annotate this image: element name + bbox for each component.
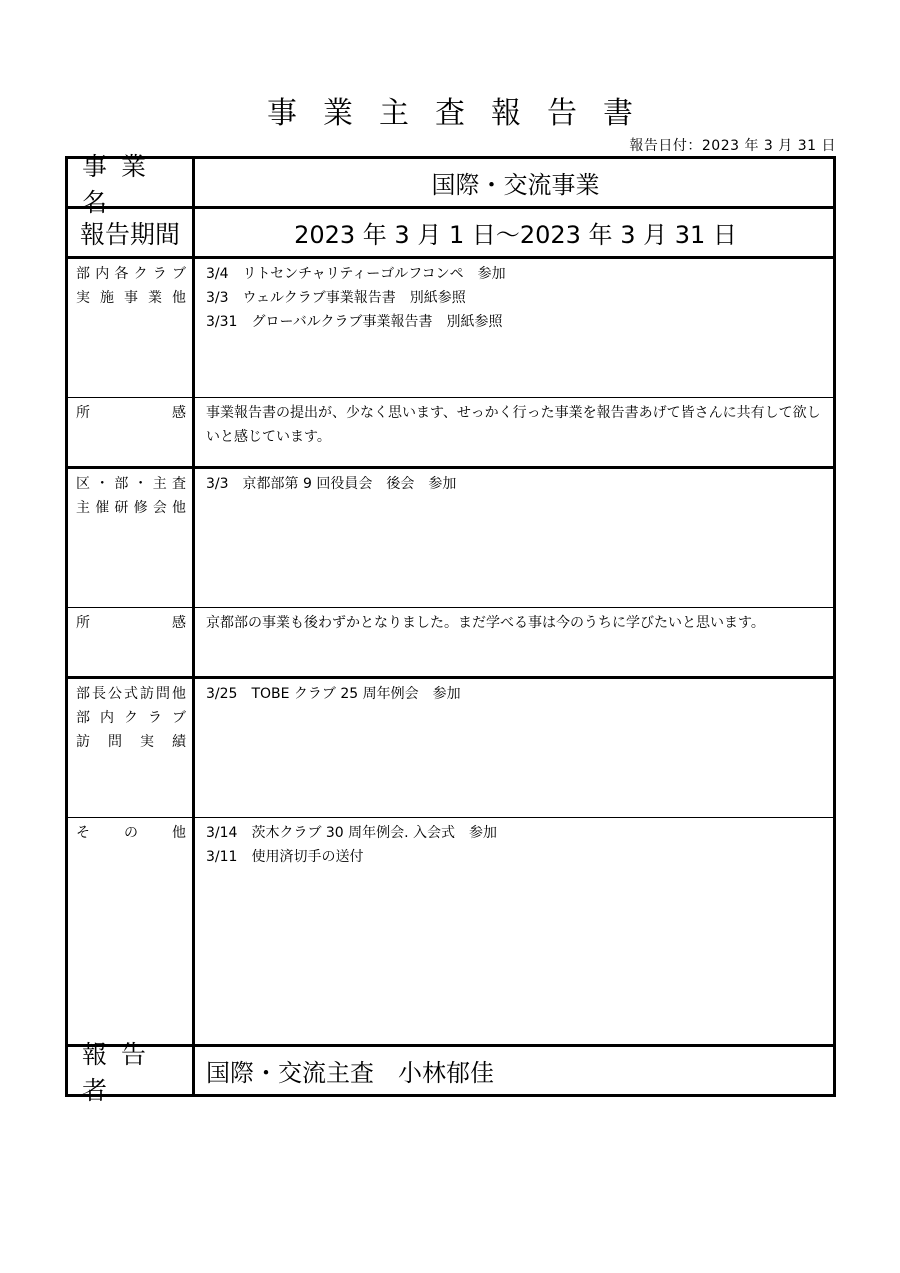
- label-char: ク: [124, 710, 138, 726]
- label-line: [76, 706, 186, 730]
- label-char: 業: [148, 290, 162, 306]
- business-name-value: 国際・交流事業: [431, 171, 600, 199]
- label-char: 所: [76, 615, 90, 631]
- official-visits-label: [68, 679, 195, 817]
- district-training-label: [68, 469, 195, 607]
- impression1-row: [68, 398, 833, 469]
- label-char: 実: [140, 734, 154, 750]
- label-char: 他: [171, 500, 186, 516]
- label-char: 績: [172, 734, 186, 750]
- label-char: 実: [76, 290, 90, 306]
- other-label: [68, 818, 195, 1044]
- label-char: 部: [76, 266, 90, 282]
- club-events-label: [68, 259, 195, 397]
- label-line: [76, 682, 186, 706]
- impression1-content: [198, 398, 833, 466]
- business-name-label: 事業名: [68, 159, 195, 206]
- label-line: [76, 730, 186, 754]
- label-char: の: [124, 825, 138, 841]
- list-item: 3/25 TOBE クラブ 25 周年例会 参加: [206, 686, 461, 702]
- club-events-row: [68, 259, 833, 398]
- report-period-row: [68, 209, 833, 259]
- reporter-label: 報告者: [68, 1047, 195, 1094]
- label-char: 問: [156, 686, 170, 702]
- label-char: 長: [92, 686, 106, 702]
- report-period-value: 2023 年 3 月 1 日～2023 年 3 月 31 日: [294, 221, 737, 249]
- reporter-row: [68, 1039, 833, 1105]
- label-char: 査: [171, 476, 186, 492]
- impression2-content: [198, 608, 833, 676]
- label-char: 公: [108, 686, 122, 702]
- club-events-content: [198, 259, 833, 397]
- label-char: 内: [95, 266, 110, 282]
- impression2-label: [68, 608, 195, 676]
- label-line: [76, 262, 186, 286]
- label-char: 研: [114, 500, 129, 516]
- label-line: [76, 401, 186, 425]
- label-char: ラ: [148, 710, 162, 726]
- label-line: [76, 472, 186, 496]
- label-char: 訪: [76, 734, 90, 750]
- label-char: 各: [114, 266, 129, 282]
- label-line: [76, 821, 186, 845]
- label-line: [76, 286, 186, 310]
- label-char: ブ: [171, 266, 186, 282]
- label-char: 修: [133, 500, 148, 516]
- label-char: 部: [76, 686, 90, 702]
- report-period-label: 報告期間: [68, 209, 195, 256]
- impression2-row: [68, 608, 833, 679]
- label-line: [76, 496, 186, 520]
- label-char: 施: [100, 290, 114, 306]
- list-item: 3/11 使用済切手の送付: [206, 849, 364, 865]
- business-name-row: [68, 151, 833, 217]
- report-form: [65, 151, 836, 1105]
- label-char: 感: [172, 615, 186, 631]
- label-char: ラ: [152, 266, 167, 282]
- label-char: ・: [95, 476, 110, 492]
- label-char: 催: [95, 500, 110, 516]
- label-char: 問: [108, 734, 122, 750]
- other-row: [68, 818, 833, 1047]
- label-line: [76, 611, 186, 635]
- label-char: 主: [152, 476, 167, 492]
- label-char: ク: [133, 266, 148, 282]
- label-char: ・: [133, 476, 148, 492]
- reporter-value: 国際・交流主査 小林郁佳: [206, 1059, 494, 1087]
- label-char: そ: [76, 825, 90, 841]
- label-char: 部: [76, 710, 90, 726]
- label-char: 事: [124, 290, 138, 306]
- label-char: 区: [76, 476, 90, 492]
- impression1-label: [68, 398, 195, 466]
- list-item: 3/31 グローバルクラブ事業報告書 別紙参照: [206, 314, 503, 330]
- list-item: 3/3 京都部第 9 回役員会 後会 参加: [206, 476, 457, 492]
- label-char: 他: [172, 825, 186, 841]
- label-char: 会: [152, 500, 167, 516]
- list-item: 3/14 茨木クラブ 30 周年例会. 入会式 参加: [206, 825, 498, 841]
- page-title: 事業主査報告書: [267, 96, 659, 131]
- district-training-row: [68, 469, 833, 608]
- list-item: 3/4 リトセンチャリティーゴルフコンペ 参加: [206, 266, 506, 282]
- report-date: 報告日付：2023 年 3 月 31 日: [629, 138, 836, 154]
- label-char: 主: [76, 500, 90, 516]
- label-char: 内: [100, 710, 114, 726]
- label-char: 他: [172, 290, 186, 306]
- district-training-content: [198, 469, 833, 607]
- label-char: 式: [124, 686, 138, 702]
- list-item: 3/3 ウェルクラブ事業報告書 別紙参照: [206, 290, 466, 306]
- label-char: 訪: [140, 686, 154, 702]
- other-content: [198, 818, 833, 1044]
- label-char: 所: [76, 405, 90, 421]
- label-char: 他: [172, 686, 186, 702]
- official-visits-content: [198, 679, 833, 817]
- label-char: 感: [172, 405, 186, 421]
- label-char: 部: [114, 476, 129, 492]
- impression-text: 京都部の事業も後わずかとなりました。まだ学べる事は今のうちに学びたいと思います。: [206, 615, 765, 631]
- impression-text: 事業報告書の提出が、少なく思います、せっかく行った事業を報告書あげて皆さんに共有して欲しいと感じています。: [206, 405, 821, 445]
- label-char: ブ: [172, 710, 186, 726]
- official-visits-row: [68, 679, 833, 818]
